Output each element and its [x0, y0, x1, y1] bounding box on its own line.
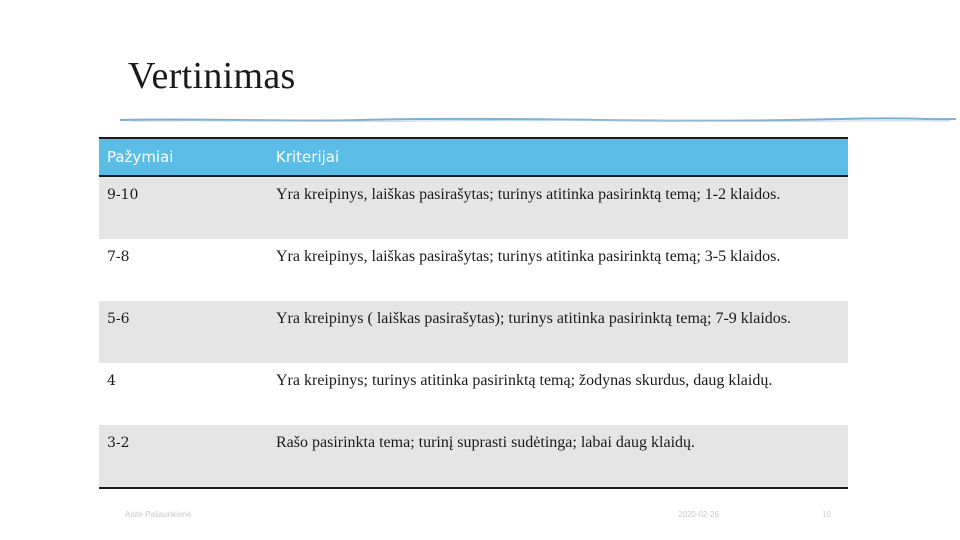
table-row [99, 363, 848, 425]
criteria-cell: Rašo pasirinkta tema; turinį suprasti sudėtinga; labai daug klaidų. [268, 425, 848, 488]
criteria-cell: Yra kreipinys, laiškas pasirašytas; turinys atitinka pasirinktą temą; 3-5 klaidos. [268, 239, 848, 301]
table-row [99, 239, 848, 301]
footer-date: 2020-02-26 [678, 510, 719, 519]
table-header-row [99, 138, 848, 176]
grade-cell: 7-8 [99, 239, 268, 301]
grade-cell: 4 [99, 363, 268, 425]
slide-title: Vertinimas [128, 55, 296, 97]
footer-page-number: 10 [822, 510, 831, 519]
grade-cell: 3-2 [99, 425, 268, 488]
grade-cell: 5-6 [99, 301, 268, 363]
criteria-cell: Yra kreipinys; turinys atitinka pasirinktą temą; žodynas skurdus, daug klaidų. [268, 363, 848, 425]
criteria-cell: Yra kreipinys, laiškas pasirašytas; turinys atitinka pasirinktą temą; 1-2 klaidos. [268, 176, 848, 239]
header-criteria: Kriterijai [268, 138, 848, 176]
title-underline [120, 114, 956, 126]
table-row [99, 176, 848, 239]
table-row [99, 425, 848, 488]
header-grades: Pažymiai [99, 138, 268, 176]
table-row [99, 301, 848, 363]
grade-cell: 9-10 [99, 176, 268, 239]
criteria-cell: Yra kreipinys ( laiškas pasirašytas); turinys atitinka pasirinktą temą; 7-9 klaidos. [268, 301, 848, 363]
grading-table [99, 137, 848, 489]
footer-author: Aistė Pašaunkienė [125, 510, 192, 519]
